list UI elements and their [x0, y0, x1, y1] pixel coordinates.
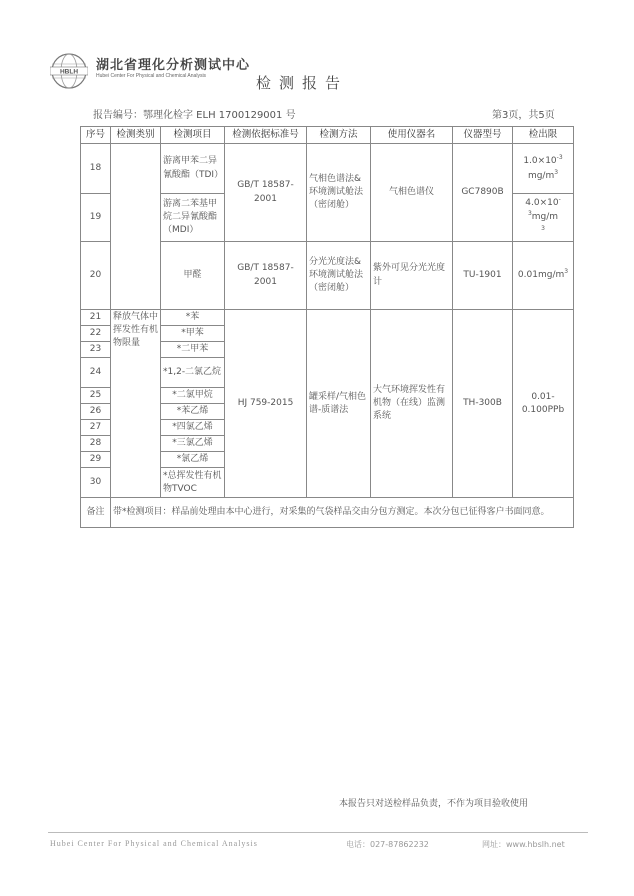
- row-item: 游离甲苯二异氰酸酯（TDI）: [161, 144, 225, 194]
- row-limit: 0.01-0.100PPb: [513, 310, 574, 498]
- note-label: 备注: [81, 498, 111, 528]
- category-cell-empty: [111, 144, 161, 310]
- note-text: 带*检测项目：样品前处理由本中心进行，对采集的气袋样品交由分包方测定。本次分包已征得客户书面同意。: [111, 498, 574, 528]
- row-item: *甲苯: [161, 326, 225, 342]
- header-method: 检测方法: [307, 127, 371, 144]
- row-model: TU-1901: [453, 242, 513, 310]
- row-no: 20: [81, 242, 111, 310]
- row-limit: $1.0\times 10^{-3}$ $mg/m^3$: [513, 144, 574, 194]
- table-row: [81, 310, 574, 326]
- hblh-logo-icon: [50, 52, 88, 90]
- row-model: TH-300B: [453, 310, 513, 498]
- row-method: 气相色谱法&环境测试舱法（密闭舱）: [307, 144, 371, 242]
- row-no: 27: [81, 420, 111, 436]
- row-item: *总挥发性有机物TVOC: [161, 468, 225, 498]
- row-method: 分光光度法&环境测试舱法（密闭舱）: [307, 242, 371, 310]
- row-standard: HJ 759-2015: [225, 310, 307, 498]
- row-no: 26: [81, 404, 111, 420]
- row-instrument: 紫外可见分光光度计: [371, 242, 453, 310]
- footer-website: 网址：www.hbslh.net: [482, 840, 565, 849]
- header-limit: 检出限: [513, 127, 574, 144]
- row-item: 游离二苯基甲烷二异氰酸酯（MDI）: [161, 194, 225, 242]
- row-standard: GB/T 18587-2001: [225, 242, 307, 310]
- row-no: 25: [81, 388, 111, 404]
- header-no: 序号: [81, 127, 111, 144]
- row-limit: $0.01mg/m^3$: [513, 242, 574, 310]
- row-item: *四氯乙烯: [161, 420, 225, 436]
- footer-org-en: Hubei Center For Physical and Chemical Analysis: [50, 839, 258, 848]
- header-instrument: 使用仪器名: [371, 127, 453, 144]
- table-row: [81, 144, 574, 194]
- row-no: 21: [81, 310, 111, 326]
- row-limit: $4.0\times 10^{-3}mg/m$ $^3$: [513, 194, 574, 242]
- row-item: *三氯乙烯: [161, 436, 225, 452]
- row-item: *1,2-二氯乙烷: [161, 358, 225, 388]
- row-no: 30: [81, 468, 111, 498]
- footer-phone: 电话：027-87862232: [346, 840, 429, 849]
- category-cell: 释放气体中挥发性有机物限量: [111, 310, 161, 498]
- row-item: *苯: [161, 310, 225, 326]
- row-model: GC7890B: [453, 144, 513, 242]
- header-item: 检测项目: [161, 127, 225, 144]
- row-method: 罐采样/气相色谱-质谱法: [307, 310, 371, 498]
- row-no: 29: [81, 452, 111, 468]
- row-instrument: 气相色谱仪: [371, 144, 453, 242]
- disclaimer: 本报告只对送检样品负责，不作为项目验收使用: [339, 799, 529, 809]
- row-item: *氯乙烯: [161, 452, 225, 468]
- header-category: 检测类别: [111, 127, 161, 144]
- row-item: *苯乙烯: [161, 404, 225, 420]
- row-no: 24: [81, 358, 111, 388]
- row-item: 甲醛: [161, 242, 225, 310]
- report-number: 报告编号：鄂理化检字 ELH 1700129001 号: [93, 110, 296, 121]
- report-title: 检测报告: [256, 74, 349, 92]
- row-no: 18: [81, 144, 111, 194]
- org-name-cn: 湖北省理化分析测试中心: [96, 58, 251, 73]
- header-standard: 检测依据标准号: [225, 127, 307, 144]
- row-no: 22: [81, 326, 111, 342]
- row-standard: GB/T 18587-2001: [225, 144, 307, 242]
- header-model: 仪器型号: [453, 127, 513, 144]
- row-no: 23: [81, 342, 111, 358]
- row-item: *二氯甲烷: [161, 388, 225, 404]
- row-no: 19: [81, 194, 111, 242]
- logo-text: HBLH: [59, 68, 79, 76]
- table-header-row: [81, 127, 574, 144]
- note-row: [81, 498, 574, 528]
- row-no: 28: [81, 436, 111, 452]
- test-items-table: [80, 126, 574, 528]
- page-info: 第3页，共5页: [492, 110, 555, 121]
- footer-divider: [48, 832, 588, 833]
- row-instrument: 大气环境挥发性有机物（在线）监测系统: [371, 310, 453, 498]
- org-name-en: Hubei Center For Physical and Chemical Analysis: [96, 73, 207, 79]
- row-item: *二甲苯: [161, 342, 225, 358]
